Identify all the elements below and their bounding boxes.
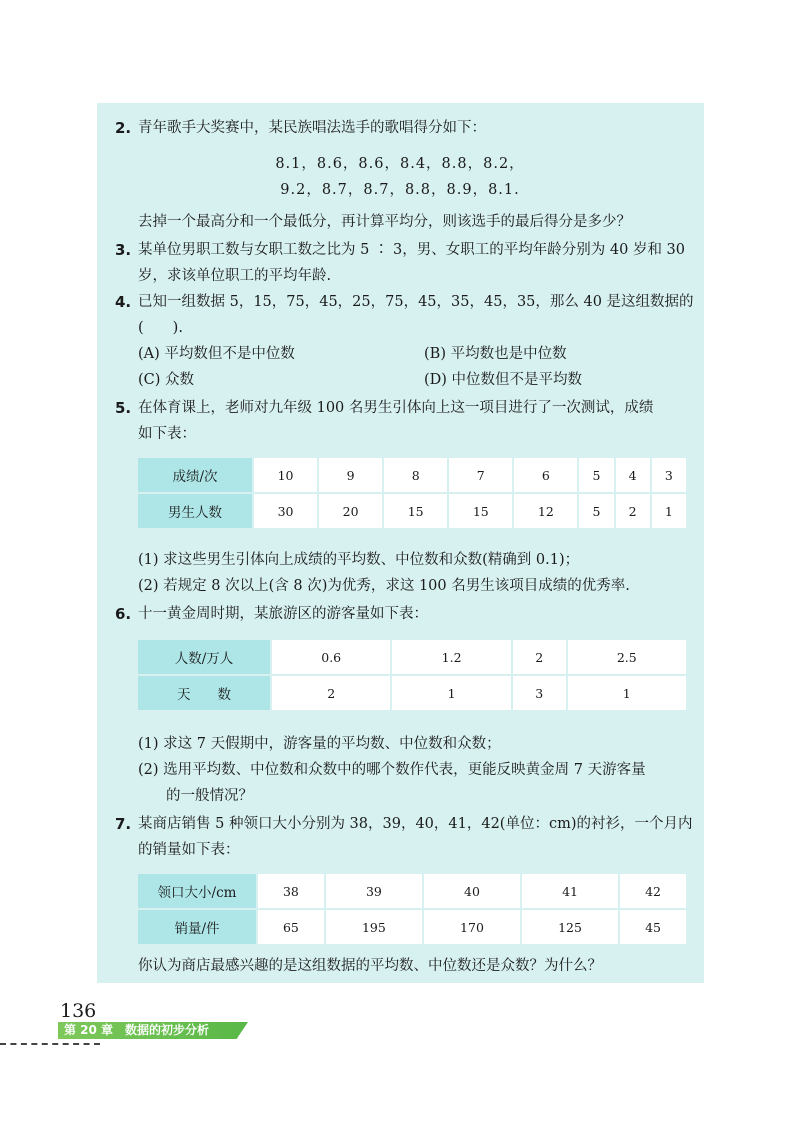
q6-sub2-line2: 的一般情况？ xyxy=(166,788,253,804)
table-row xyxy=(137,639,687,675)
q2-number: 2. xyxy=(115,119,132,137)
table-cell: 40 xyxy=(423,873,521,909)
q5-number: 5. xyxy=(115,399,132,417)
table-cell: 5 xyxy=(578,457,614,493)
table-cell: 45 xyxy=(619,909,687,945)
table-cell: 125 xyxy=(521,909,619,945)
table-cell: 8 xyxy=(383,457,448,493)
q6-line1: 十一黄金周时期，某旅游区的游客量如下表： xyxy=(138,606,428,622)
q2-scores-line1: 8.1，8.6，8.6，8.4，8.8，8.2， xyxy=(275,156,525,172)
q5-line1: 在体育课上，老师对九年级 100 名男生引体向上这一项目进行了一次测试，成绩 xyxy=(138,400,654,416)
table-cell: 15 xyxy=(448,493,513,529)
table-cell: 195 xyxy=(325,909,423,945)
q6-visitor-table xyxy=(136,638,688,712)
q2-scores-line2: 9.2，8.7，8.7，8.8，8.9，8.1. xyxy=(280,182,520,198)
table-cell: 9 xyxy=(318,457,383,493)
q7-line2: 的销量如下表： xyxy=(138,842,240,858)
q3-line2: 岁，求该单位职工的平均年龄. xyxy=(138,268,332,284)
table-row xyxy=(137,873,687,909)
q4-line1: 已知一组数据 5，15，75，45，25，75，45，35，45，35，那么 40 是这组数据的 xyxy=(138,294,694,310)
table-cell: 2 xyxy=(271,675,391,711)
table-cell: 65 xyxy=(257,909,325,945)
q4-line2: ( ). xyxy=(138,320,183,336)
table-cell: 3 xyxy=(512,675,567,711)
table-cell: 3 xyxy=(651,457,687,493)
q5-sub1: (1) 求这些男生引体向上成绩的平均数、中位数和众数(精确到 0.1)； xyxy=(138,552,580,568)
table-cell: 1.2 xyxy=(391,639,511,675)
table-cell: 1 xyxy=(391,675,511,711)
table-cell: 6 xyxy=(513,457,578,493)
table-cell: 38 xyxy=(257,873,325,909)
table-cell: 2 xyxy=(512,639,567,675)
q4-number: 4. xyxy=(115,293,132,311)
q6-sub1: (1) 求这 7 天假期中，游客量的平均数、中位数和众数； xyxy=(138,736,501,752)
q2-question: 去掉一个最高分和一个最低分，再计算平均分，则该选手的最后得分是多少？ xyxy=(138,214,631,230)
table-cell: 4 xyxy=(615,457,651,493)
table-cell: 7 xyxy=(448,457,513,493)
q7-line1: 某商店销售 5 种领口大小分别为 38，39，40，41，42(单位：cm)的衬衫，一个月内 xyxy=(138,816,693,832)
table-header-cell: 领口大小/cm xyxy=(137,873,257,909)
table-cell: 12 xyxy=(513,493,578,529)
q5-score-table xyxy=(136,456,688,530)
table-header-cell: 天 数 xyxy=(137,675,271,711)
table-header-cell: 成绩/次 xyxy=(137,457,253,493)
table-row xyxy=(137,457,687,493)
q7-sales-table xyxy=(136,872,688,946)
table-cell: 10 xyxy=(253,457,318,493)
table-cell: 1 xyxy=(651,493,687,529)
table-cell: 20 xyxy=(318,493,383,529)
table-header-cell: 男生人数 xyxy=(137,493,253,529)
q6-number: 6. xyxy=(115,605,132,623)
q4-option-b: (B) 平均数也是中位数 xyxy=(424,346,567,362)
table-row xyxy=(137,493,687,529)
q4-option-d: (D) 中位数但不是平均数 xyxy=(424,372,583,388)
table-cell: 170 xyxy=(423,909,521,945)
table-cell: 1 xyxy=(567,675,687,711)
table-cell: 5 xyxy=(578,493,614,529)
q3-line1: 某单位男职工数与女职工数之比为 5 ∶ 3，男、女职工的平均年龄分别为 40 岁和 30 xyxy=(138,242,686,258)
q6-sub2-line1: (2) 选用平均数、中位数和众数中的哪个数作代表，更能反映黄金周 7 天游客量 xyxy=(138,762,646,778)
table-cell: 2.5 xyxy=(567,639,687,675)
page-number: 136 xyxy=(60,1000,97,1022)
q5-sub2: (2) 若规定 8 次以上(含 8 次)为优秀，求这 100 名男生该项目成绩的优秀率. xyxy=(138,578,630,594)
table-cell: 42 xyxy=(619,873,687,909)
table-header-cell: 销量/件 xyxy=(137,909,257,945)
footer-dotted-line xyxy=(0,1043,100,1045)
table-row xyxy=(137,675,687,711)
chapter-title: 第 20 章 数据的初步分析 xyxy=(64,1023,210,1037)
table-cell: 39 xyxy=(325,873,423,909)
table-cell: 15 xyxy=(383,493,448,529)
table-row xyxy=(137,909,687,945)
q5-line2: 如下表： xyxy=(138,426,196,442)
q7-question: 你认为商店最感兴趣的是这组数据的平均数、中位数还是众数？为什么？ xyxy=(138,958,602,974)
table-header-cell: 人数/万人 xyxy=(137,639,271,675)
q3-number: 3. xyxy=(115,241,132,259)
q4-option-a: (A) 平均数但不是中位数 xyxy=(138,346,295,362)
q2-text: 青年歌手大奖赛中，某民族唱法选手的歌唱得分如下： xyxy=(138,120,486,136)
table-cell: 30 xyxy=(253,493,318,529)
table-cell: 0.6 xyxy=(271,639,391,675)
table-cell: 2 xyxy=(615,493,651,529)
q4-option-c: (C) 众数 xyxy=(138,372,195,388)
table-cell: 41 xyxy=(521,873,619,909)
q7-number: 7. xyxy=(115,815,132,833)
